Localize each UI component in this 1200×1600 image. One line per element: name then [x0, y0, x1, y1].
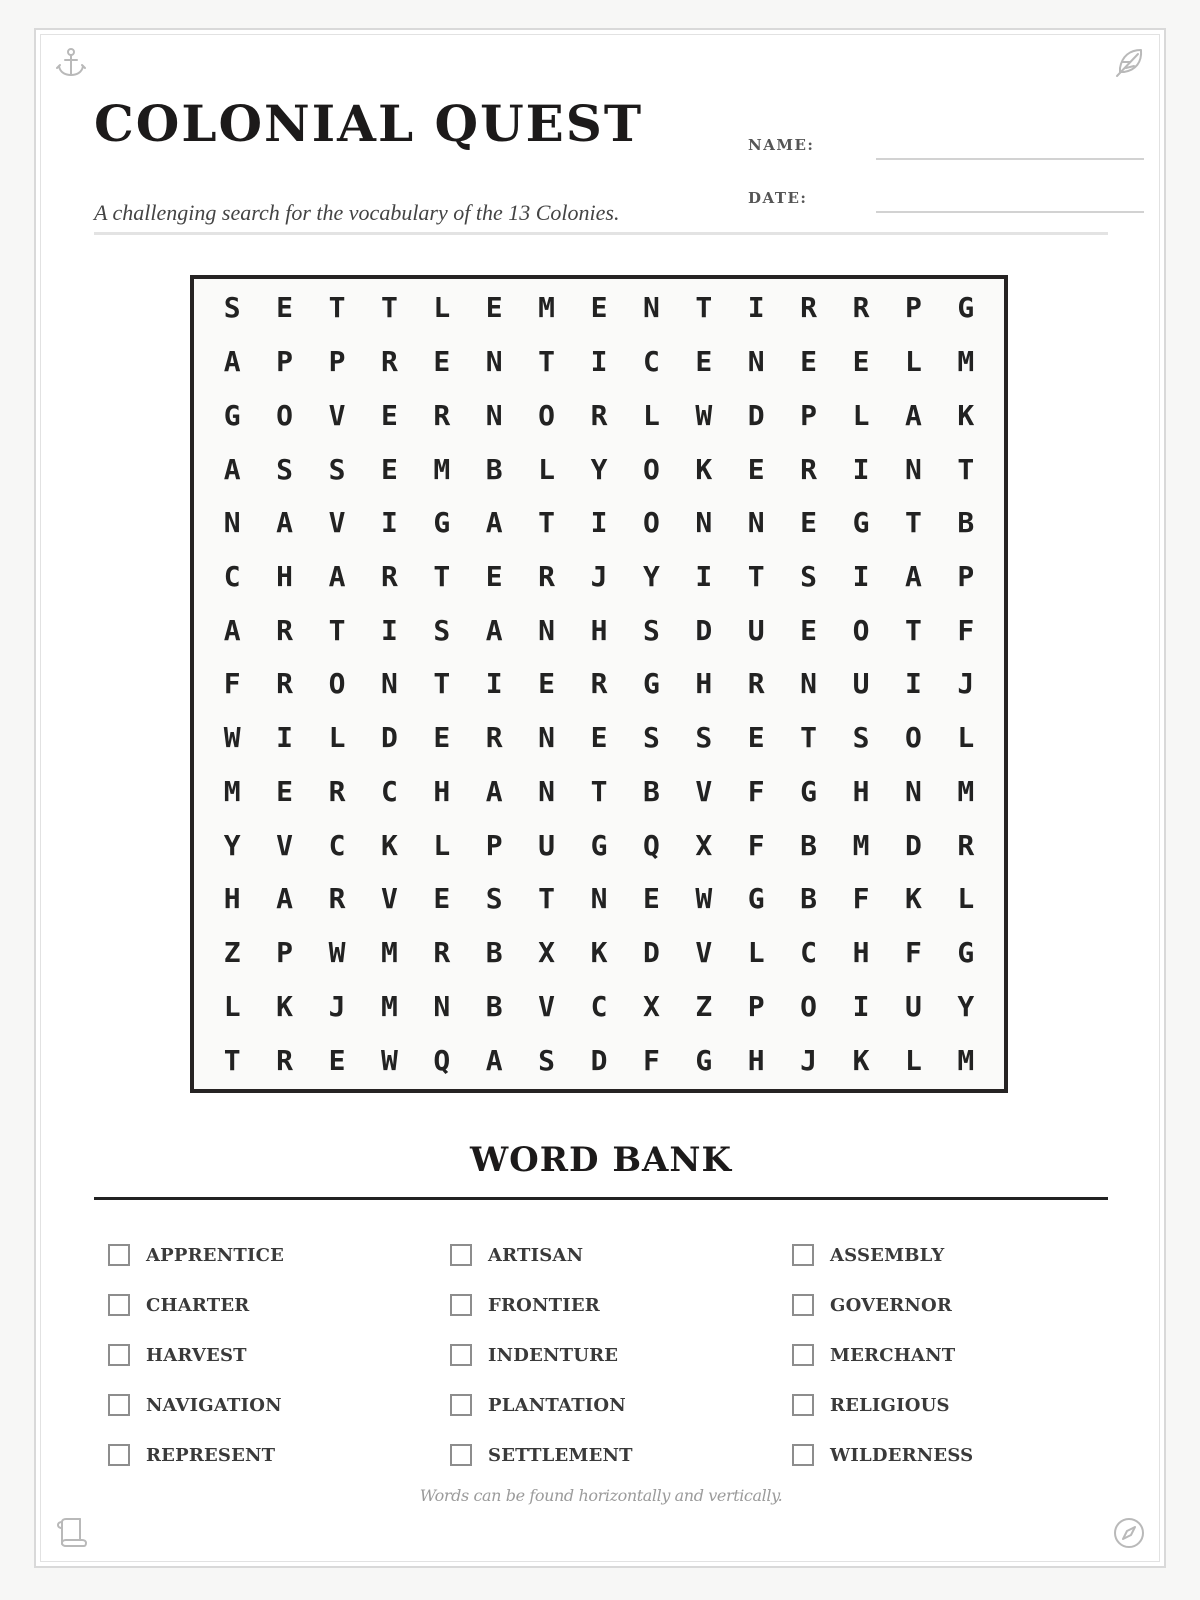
word-bank-title: WORD BANK: [469, 1140, 733, 1180]
grid-letter[interactable]: P: [747, 989, 765, 1023]
compass-icon: [1112, 1516, 1146, 1550]
grid-letter[interactable]: D: [904, 828, 922, 862]
header-divider: [94, 232, 1108, 235]
word-label: GOVERNOR: [830, 1294, 953, 1316]
grid-letter[interactable]: T: [904, 613, 922, 647]
grid-letter[interactable]: O: [538, 398, 556, 432]
grid-letter[interactable]: E: [852, 345, 870, 379]
grid-letter[interactable]: J: [957, 667, 975, 701]
grid-letter[interactable]: W: [380, 1043, 398, 1077]
word-label: ASSEMBLY: [830, 1244, 945, 1266]
grid-letter[interactable]: E: [800, 506, 818, 540]
grid-letter[interactable]: G: [957, 291, 975, 325]
grid-letter[interactable]: J: [590, 560, 608, 594]
word-bank-item[interactable]: [108, 1230, 450, 1280]
word-label: INDENTURE: [488, 1344, 619, 1366]
grid-letter[interactable]: W: [695, 882, 713, 916]
grid-letter[interactable]: W: [223, 721, 241, 755]
word-checkbox[interactable]: [108, 1344, 130, 1366]
grid-letter[interactable]: L: [642, 398, 660, 432]
grid-letter[interactable]: L: [328, 721, 346, 755]
grid-letter[interactable]: S: [485, 882, 503, 916]
grid-letter[interactable]: A: [223, 345, 241, 379]
word-bank-item[interactable]: [108, 1330, 450, 1380]
word-label: APPRENTICE: [146, 1244, 285, 1266]
grid-letter[interactable]: S: [223, 291, 241, 325]
grid-letter[interactable]: T: [380, 291, 398, 325]
grid-letter[interactable]: F: [852, 882, 870, 916]
grid-letter[interactable]: G: [800, 774, 818, 808]
grid-letter[interactable]: V: [538, 989, 556, 1023]
grid-letter[interactable]: A: [276, 506, 294, 540]
grid-letter[interactable]: V: [380, 882, 398, 916]
grid-letter[interactable]: A: [276, 882, 294, 916]
grid-letter[interactable]: T: [695, 291, 713, 325]
word-bank-item[interactable]: [792, 1380, 1118, 1430]
grid-letter[interactable]: N: [904, 452, 922, 486]
scroll-icon: [54, 1516, 88, 1550]
grid-letter[interactable]: L: [957, 882, 975, 916]
grid-letter[interactable]: Y: [957, 989, 975, 1023]
grid-letter[interactable]: A: [904, 398, 922, 432]
word-label: WILDERNESS: [830, 1444, 974, 1466]
grid-letter[interactable]: M: [852, 828, 870, 862]
word-checkbox[interactable]: [450, 1294, 472, 1316]
grid-letter[interactable]: B: [800, 882, 818, 916]
grid-letter[interactable]: X: [538, 936, 556, 970]
grid-letter[interactable]: H: [852, 936, 870, 970]
grid-letter[interactable]: A: [485, 613, 503, 647]
grid-letter[interactable]: S: [852, 721, 870, 755]
grid-letter[interactable]: G: [695, 1043, 713, 1077]
grid-letter[interactable]: N: [904, 774, 922, 808]
word-checkbox[interactable]: [450, 1394, 472, 1416]
grid-letter[interactable]: I: [747, 291, 765, 325]
word-checkbox[interactable]: [108, 1244, 130, 1266]
word-bank-item[interactable]: [108, 1280, 450, 1330]
word-bank-item[interactable]: [108, 1430, 450, 1480]
grid-letter[interactable]: R: [276, 613, 294, 647]
date-label: DATE:: [748, 189, 808, 207]
grid-letter[interactable]: I: [590, 345, 608, 379]
grid-letter[interactable]: P: [276, 936, 294, 970]
grid-letter[interactable]: C: [642, 345, 660, 379]
grid-letter[interactable]: T: [747, 560, 765, 594]
grid-letter[interactable]: E: [747, 452, 765, 486]
word-checkbox[interactable]: [450, 1244, 472, 1266]
grid-letter[interactable]: E: [433, 882, 451, 916]
grid-letter[interactable]: I: [852, 452, 870, 486]
grid-letter[interactable]: E: [747, 721, 765, 755]
grid-letter[interactable]: T: [538, 506, 556, 540]
word-checkbox[interactable]: [108, 1294, 130, 1316]
grid-letter[interactable]: J: [800, 1043, 818, 1077]
grid-letter[interactable]: U: [852, 667, 870, 701]
word-label: SETTLEMENT: [488, 1444, 633, 1466]
grid-letter[interactable]: V: [695, 936, 713, 970]
word-label: ARTISAN: [488, 1244, 584, 1266]
grid-letter[interactable]: E: [590, 721, 608, 755]
grid-letter[interactable]: L: [747, 936, 765, 970]
grid-letter[interactable]: V: [328, 398, 346, 432]
grid-letter[interactable]: T: [590, 774, 608, 808]
grid-letter[interactable]: A: [223, 452, 241, 486]
grid-letter[interactable]: H: [747, 1043, 765, 1077]
grid-letter[interactable]: P: [485, 828, 503, 862]
grid-letter[interactable]: E: [328, 1043, 346, 1077]
grid-letter[interactable]: R: [590, 667, 608, 701]
grid-letter[interactable]: L: [904, 345, 922, 379]
grid-letter[interactable]: E: [276, 291, 294, 325]
grid-letter[interactable]: N: [538, 774, 556, 808]
grid-letter[interactable]: G: [642, 667, 660, 701]
grid-letter[interactable]: E: [538, 667, 556, 701]
grid-letter[interactable]: S: [642, 613, 660, 647]
grid-letter[interactable]: O: [642, 506, 660, 540]
grid-letter[interactable]: B: [800, 828, 818, 862]
grid-letter[interactable]: R: [433, 398, 451, 432]
grid-letter[interactable]: G: [590, 828, 608, 862]
word-checkbox[interactable]: [450, 1344, 472, 1366]
grid-letter[interactable]: K: [695, 452, 713, 486]
grid-letter[interactable]: V: [328, 506, 346, 540]
grid-letter[interactable]: F: [957, 613, 975, 647]
grid-letter[interactable]: R: [957, 828, 975, 862]
grid-letter[interactable]: S: [276, 452, 294, 486]
grid-letter[interactable]: B: [642, 774, 660, 808]
grid-letter[interactable]: R: [380, 345, 398, 379]
grid-letter[interactable]: Z: [695, 989, 713, 1023]
word-label: FRONTIER: [488, 1294, 600, 1316]
name-write-line[interactable]: [876, 158, 1144, 160]
grid-letter[interactable]: G: [223, 398, 241, 432]
grid-letter[interactable]: W: [328, 936, 346, 970]
word-label: HARVEST: [146, 1344, 247, 1366]
grid-letter[interactable]: I: [695, 560, 713, 594]
grid-letter[interactable]: D: [642, 936, 660, 970]
grid-letter[interactable]: M: [957, 774, 975, 808]
grid-letter[interactable]: A: [223, 613, 241, 647]
grid-letter[interactable]: R: [328, 882, 346, 916]
quill-feather-icon: [1112, 46, 1146, 80]
grid-letter[interactable]: E: [380, 398, 398, 432]
grid-letter[interactable]: D: [380, 721, 398, 755]
grid-letter[interactable]: T: [328, 291, 346, 325]
grid-letter[interactable]: Z: [223, 936, 241, 970]
grid-letter[interactable]: C: [223, 560, 241, 594]
word-bank-item[interactable]: [792, 1330, 1118, 1380]
word-checkbox[interactable]: [792, 1244, 814, 1266]
grid-letter[interactable]: I: [904, 667, 922, 701]
grid-letter[interactable]: P: [800, 398, 818, 432]
grid-letter[interactable]: A: [485, 774, 503, 808]
grid-letter[interactable]: L: [852, 398, 870, 432]
grid-letter[interactable]: P: [328, 345, 346, 379]
grid-letter[interactable]: R: [800, 291, 818, 325]
page-title: COLONIAL QUEST: [94, 94, 644, 153]
grid-letter[interactable]: F: [747, 774, 765, 808]
word-label: RELIGIOUS: [830, 1394, 950, 1416]
grid-letter[interactable]: I: [852, 989, 870, 1023]
grid-letter[interactable]: F: [642, 1043, 660, 1077]
name-field[interactable]: [748, 134, 1144, 164]
name-label: NAME:: [748, 136, 815, 154]
grid-letter[interactable]: B: [485, 936, 503, 970]
grid-letter[interactable]: E: [485, 560, 503, 594]
word-bank-item[interactable]: [450, 1380, 792, 1430]
word-checkbox[interactable]: [792, 1294, 814, 1316]
word-checkbox[interactable]: [450, 1444, 472, 1466]
grid-letter[interactable]: R: [328, 774, 346, 808]
grid-letter[interactable]: Y: [642, 560, 660, 594]
word-bank-item[interactable]: [450, 1230, 792, 1280]
grid-letter[interactable]: U: [538, 828, 556, 862]
grid-letter[interactable]: C: [380, 774, 398, 808]
grid-letter[interactable]: E: [276, 774, 294, 808]
grid-letter[interactable]: M: [538, 291, 556, 325]
grid-letter[interactable]: C: [590, 989, 608, 1023]
grid-letter[interactable]: F: [223, 667, 241, 701]
word-label: PLANTATION: [488, 1394, 626, 1416]
grid-letter[interactable]: R: [800, 452, 818, 486]
grid-letter[interactable]: E: [590, 291, 608, 325]
grid-letter[interactable]: H: [223, 882, 241, 916]
grid-letter[interactable]: L: [957, 721, 975, 755]
grid-letter[interactable]: D: [747, 398, 765, 432]
word-checkbox[interactable]: [792, 1344, 814, 1366]
grid-letter[interactable]: N: [223, 506, 241, 540]
word-label: MERCHANT: [830, 1344, 956, 1366]
grid-letter[interactable]: L: [904, 1043, 922, 1077]
grid-letter[interactable]: I: [380, 613, 398, 647]
grid-letter[interactable]: H: [852, 774, 870, 808]
grid-letter[interactable]: B: [485, 989, 503, 1023]
date-write-line[interactable]: [876, 211, 1144, 213]
grid-letter[interactable]: P: [957, 560, 975, 594]
grid-letter[interactable]: Y: [223, 828, 241, 862]
word-search-grid: [190, 275, 1008, 1093]
grid-letter[interactable]: S: [695, 721, 713, 755]
grid-letter[interactable]: T: [328, 613, 346, 647]
grid-letter[interactable]: H: [276, 560, 294, 594]
grid-letter[interactable]: X: [642, 989, 660, 1023]
grid-letter[interactable]: N: [747, 345, 765, 379]
grid-letter[interactable]: T: [433, 667, 451, 701]
grid-letter[interactable]: M: [380, 936, 398, 970]
grid-letter[interactable]: S: [433, 613, 451, 647]
grid-letter[interactable]: M: [223, 774, 241, 808]
word-checkbox[interactable]: [108, 1444, 130, 1466]
grid-letter[interactable]: I: [276, 721, 294, 755]
grid-letter[interactable]: B: [957, 506, 975, 540]
grid-letter[interactable]: T: [223, 1043, 241, 1077]
grid-letter[interactable]: O: [852, 613, 870, 647]
word-bank-item[interactable]: [792, 1280, 1118, 1330]
grid-letter[interactable]: R: [433, 936, 451, 970]
grid-letter[interactable]: O: [642, 452, 660, 486]
grid-letter[interactable]: T: [538, 345, 556, 379]
page-subtitle: A challenging search for the vocabulary of the 13 Colonies.: [94, 200, 620, 225]
grid-letter[interactable]: H: [695, 667, 713, 701]
grid-letter[interactable]: M: [433, 452, 451, 486]
grid-letter[interactable]: N: [800, 667, 818, 701]
anchor-icon: [54, 46, 88, 80]
grid-letter[interactable]: N: [747, 506, 765, 540]
date-field[interactable]: [748, 187, 1144, 217]
grid-letter[interactable]: O: [904, 721, 922, 755]
grid-letter[interactable]: V: [695, 774, 713, 808]
grid-letter[interactable]: Q: [642, 828, 660, 862]
word-bank-list: [108, 1230, 1118, 1480]
instructions-footnote: Words can be found horizontally and vertically.: [419, 1486, 783, 1505]
grid-letter[interactable]: B: [485, 452, 503, 486]
grid-letter[interactable]: E: [695, 345, 713, 379]
grid-letter[interactable]: T: [800, 721, 818, 755]
grid-letter[interactable]: A: [485, 1043, 503, 1077]
grid-letter[interactable]: G: [433, 506, 451, 540]
grid-letter[interactable]: I: [380, 506, 398, 540]
grid-letter[interactable]: M: [957, 345, 975, 379]
grid-letter[interactable]: O: [800, 989, 818, 1023]
grid-letter[interactable]: R: [276, 667, 294, 701]
grid-letter[interactable]: N: [433, 989, 451, 1023]
grid-letter[interactable]: S: [642, 721, 660, 755]
word-bank-item[interactable]: [792, 1230, 1118, 1280]
grid-letter[interactable]: S: [800, 560, 818, 594]
grid-letter[interactable]: L: [538, 452, 556, 486]
grid-letter[interactable]: S: [328, 452, 346, 486]
word-bank-item[interactable]: [792, 1430, 1118, 1480]
grid-letter[interactable]: H: [590, 613, 608, 647]
grid-letter[interactable]: R: [380, 560, 398, 594]
grid-letter[interactable]: I: [590, 506, 608, 540]
grid-letter[interactable]: V: [276, 828, 294, 862]
grid-letter[interactable]: N: [642, 291, 660, 325]
grid-letter[interactable]: R: [590, 398, 608, 432]
grid-letter[interactable]: G: [852, 506, 870, 540]
grid-letter[interactable]: T: [538, 882, 556, 916]
grid-letter[interactable]: K: [380, 828, 398, 862]
grid-letter[interactable]: T: [957, 452, 975, 486]
grid-letter[interactable]: Y: [590, 452, 608, 486]
grid-letter[interactable]: T: [433, 560, 451, 594]
grid-letter[interactable]: R: [485, 721, 503, 755]
grid-letter[interactable]: J: [328, 989, 346, 1023]
grid-letter[interactable]: N: [485, 345, 503, 379]
grid-letter[interactable]: N: [538, 721, 556, 755]
grid-letter[interactable]: K: [852, 1043, 870, 1077]
grid-letter[interactable]: N: [380, 667, 398, 701]
grid-letter[interactable]: C: [800, 936, 818, 970]
grid-letter[interactable]: N: [695, 506, 713, 540]
grid-letter[interactable]: O: [328, 667, 346, 701]
grid-letter[interactable]: H: [433, 774, 451, 808]
word-label: NAVIGATION: [146, 1394, 282, 1416]
grid-letter[interactable]: Q: [433, 1043, 451, 1077]
word-bank-item[interactable]: [450, 1330, 792, 1380]
grid-letter[interactable]: A: [328, 560, 346, 594]
word-checkbox[interactable]: [108, 1394, 130, 1416]
word-bank-item[interactable]: [108, 1380, 450, 1430]
grid-letter[interactable]: L: [433, 291, 451, 325]
grid-letter[interactable]: K: [957, 398, 975, 432]
word-bank-divider: [94, 1197, 1108, 1200]
grid-letter[interactable]: P: [904, 291, 922, 325]
grid-letter[interactable]: N: [590, 882, 608, 916]
grid-letter[interactable]: E: [800, 613, 818, 647]
grid-letter[interactable]: L: [433, 828, 451, 862]
grid-letter[interactable]: A: [904, 560, 922, 594]
grid-letter[interactable]: R: [852, 291, 870, 325]
word-bank-item[interactable]: [450, 1280, 792, 1330]
grid-letter[interactable]: G: [957, 936, 975, 970]
grid-letter[interactable]: T: [904, 506, 922, 540]
grid-letter[interactable]: K: [904, 882, 922, 916]
grid-letter[interactable]: C: [328, 828, 346, 862]
grid-letter[interactable]: I: [485, 667, 503, 701]
grid-letter[interactable]: R: [747, 667, 765, 701]
grid-letter[interactable]: K: [590, 936, 608, 970]
grid-letter[interactable]: E: [642, 882, 660, 916]
grid-letter[interactable]: U: [904, 989, 922, 1023]
grid-letter[interactable]: F: [747, 828, 765, 862]
grid-letter[interactable]: A: [485, 506, 503, 540]
grid-letter[interactable]: K: [276, 989, 294, 1023]
grid-letter[interactable]: D: [590, 1043, 608, 1077]
grid-letter[interactable]: F: [904, 936, 922, 970]
word-bank-item[interactable]: [450, 1430, 792, 1480]
grid-letter[interactable]: S: [538, 1043, 556, 1077]
grid-letter[interactable]: M: [957, 1043, 975, 1077]
grid-letter[interactable]: E: [433, 721, 451, 755]
grid-letter[interactable]: E: [800, 345, 818, 379]
grid-letter[interactable]: R: [276, 1043, 294, 1077]
word-checkbox[interactable]: [792, 1444, 814, 1466]
grid-letter[interactable]: G: [747, 882, 765, 916]
grid-letter[interactable]: R: [538, 560, 556, 594]
grid-letter[interactable]: N: [485, 398, 503, 432]
grid-letter[interactable]: E: [380, 452, 398, 486]
grid-letter[interactable]: N: [538, 613, 556, 647]
worksheet: [34, 28, 1166, 1568]
word-checkbox[interactable]: [792, 1394, 814, 1416]
grid-letter[interactable]: D: [695, 613, 713, 647]
grid-letter[interactable]: U: [747, 613, 765, 647]
grid-letter[interactable]: O: [276, 398, 294, 432]
grid-letter[interactable]: I: [852, 560, 870, 594]
word-label: REPRESENT: [146, 1444, 276, 1466]
grid-letter[interactable]: W: [695, 398, 713, 432]
grid-letter[interactable]: L: [223, 989, 241, 1023]
grid-letter[interactable]: E: [433, 345, 451, 379]
grid-letter[interactable]: X: [695, 828, 713, 862]
grid-letter[interactable]: M: [380, 989, 398, 1023]
word-label: CHARTER: [146, 1294, 250, 1316]
grid-letter[interactable]: P: [276, 345, 294, 379]
grid-letter[interactable]: E: [485, 291, 503, 325]
